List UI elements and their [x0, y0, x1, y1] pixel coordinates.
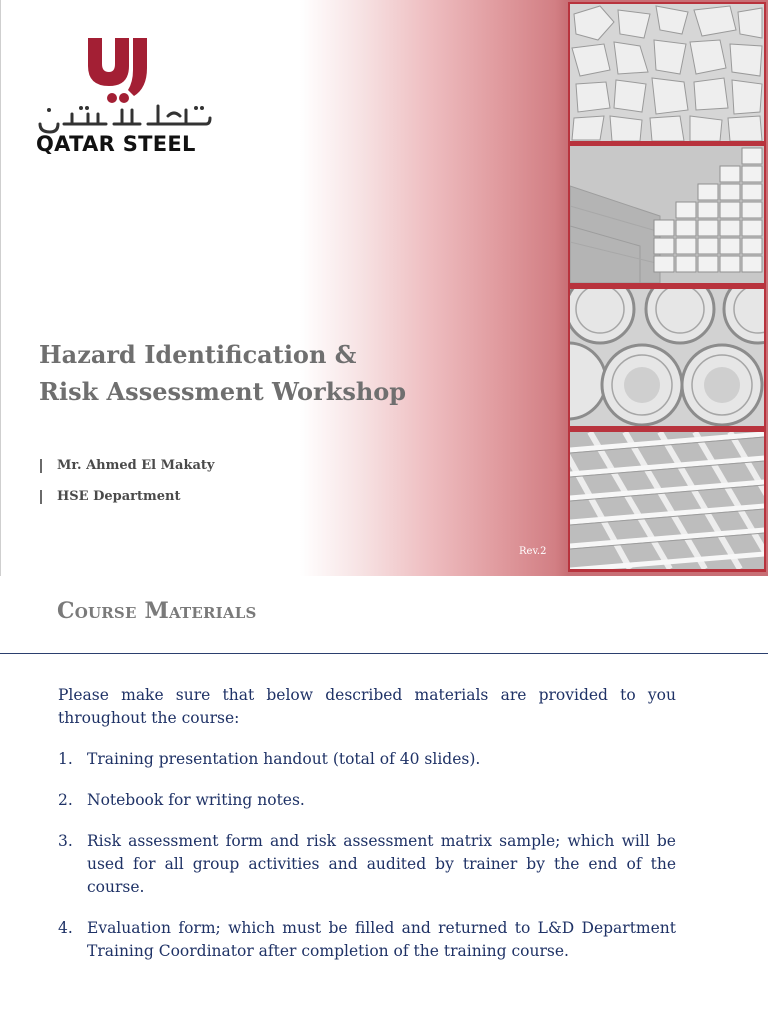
- list-item-text: Evaluation form; which must be filled and returned to L&D Department Training Coordinator after completion of the training course.: [87, 919, 676, 960]
- course-materials-heading: Course Materials: [57, 598, 257, 624]
- presenter-row: [40, 450, 460, 481]
- materials-intro: Please make sure that below described materials are provided to you throughout the course:: [58, 686, 676, 727]
- arabic-wordmark: [36, 100, 212, 134]
- section-divider: [0, 653, 768, 654]
- course-materials-body: [58, 684, 676, 981]
- list-item: [58, 830, 676, 899]
- list-item: [58, 748, 676, 771]
- qatar-steel-wordmark: QATAR STEEL: [36, 132, 196, 156]
- list-item-number: 1.: [58, 750, 73, 768]
- list-item-text: Training presentation handout (total of 40 slides).: [87, 750, 481, 768]
- materials-list: [58, 748, 676, 963]
- rebar-mesh-photo: [570, 432, 764, 569]
- presenter-name: Mr. Ahmed El Makaty: [57, 458, 215, 473]
- qatar-steel-logo-mark: [82, 36, 158, 104]
- list-item-number: 3.: [58, 832, 73, 850]
- workshop-title-line-2: Risk Assessment Workshop: [39, 377, 407, 406]
- list-item: [58, 917, 676, 963]
- steel-billets-photo: [570, 146, 764, 283]
- bullet-bar: [40, 459, 42, 473]
- list-item: [58, 789, 676, 812]
- list-item-number: 4.: [58, 919, 73, 937]
- bullet-bar: [40, 490, 42, 504]
- department-name: HSE Department: [57, 489, 181, 504]
- workshop-title-line-1: Hazard Identification &: [39, 340, 357, 369]
- list-item-number: 2.: [58, 791, 73, 809]
- photo-strip: [568, 2, 766, 572]
- slide-left-border: [0, 0, 1, 576]
- workshop-title: [39, 336, 539, 410]
- wire-rod-coils-photo: [570, 289, 764, 426]
- list-item-text: Risk assessment form and risk assessment matrix sample; which will be used for all group activities and audited by trainer by the end of the course.: [87, 832, 676, 896]
- revision-label: Rev.2: [519, 546, 547, 557]
- list-item-text: Notebook for writing notes.: [87, 791, 305, 809]
- qatar-steel-logo: [36, 36, 212, 160]
- presenter-info: [40, 450, 460, 512]
- department-row: [40, 481, 460, 512]
- steel-scrap-photo: [570, 4, 764, 141]
